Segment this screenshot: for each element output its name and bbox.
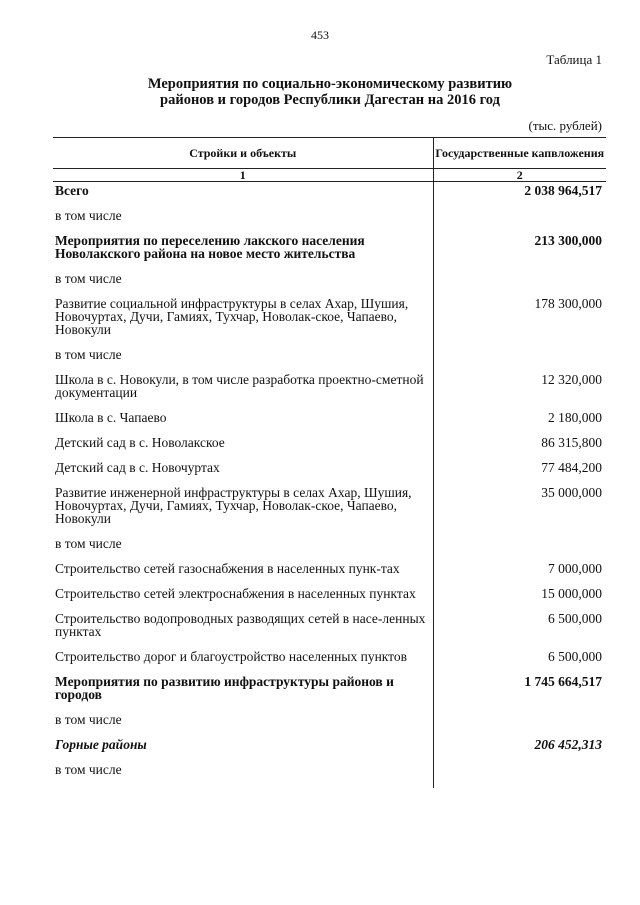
row-name: Всего [55, 183, 89, 198]
table-row [53, 486, 606, 537]
units-label: (тыс. рублей) [528, 118, 602, 133]
table-row [53, 675, 606, 713]
table-row [53, 411, 606, 436]
row-value: 6 500,000 [433, 650, 606, 675]
row-name: Развитие социальной инфраструктуры в селах Ахар, Шушия, Новочуртах, Дучи, Гамиях, Тухчар, Новолак-ское, Чапаево, Новокули [55, 296, 409, 337]
table-row [53, 436, 606, 461]
table-row [53, 348, 606, 373]
row-value: 2 180,000 [433, 411, 606, 436]
investment-table [53, 137, 606, 788]
row-value: 77 484,200 [433, 461, 606, 486]
row-value [433, 537, 606, 562]
row-name: Строительство дорог и благоустройство населенных пунктов [55, 649, 408, 664]
row-value: 178 300,000 [433, 297, 606, 348]
table-row [53, 562, 606, 587]
row-value [433, 763, 606, 788]
row-name: в том числе [55, 271, 122, 286]
title-line-1: Мероприятия по социально-экономическому развитию [147, 76, 513, 92]
row-name: Строительство сетей электроснабжения в населенных пунктах [55, 586, 416, 601]
document-title [80, 76, 580, 108]
header-investments: Государственные капвложения [433, 138, 606, 169]
table-row [53, 713, 606, 738]
row-name: в том числе [55, 536, 122, 551]
column-number-2: 2 [433, 169, 606, 182]
row-name: Развитие инженерной инфраструктуры в селах Ахар, Шушия, Новочуртах, Дучи, Гамиях, Тухчар, Новолак-ское, Чапаево, Новокули [55, 485, 412, 526]
row-name: в том числе [55, 762, 122, 777]
row-name: Детский сад в с. Новолакское [55, 435, 225, 450]
row-name: в том числе [55, 208, 122, 223]
row-value: 213 300,000 [433, 234, 606, 272]
table-row [53, 537, 606, 562]
table-row [53, 461, 606, 486]
row-value: 206 452,313 [433, 738, 606, 763]
row-name: в том числе [55, 712, 122, 727]
row-value [433, 713, 606, 738]
page-number: 453 [311, 28, 329, 42]
row-name: Школа в с. Чапаево [55, 410, 167, 425]
row-value [433, 348, 606, 373]
row-value: 2 038 964,517 [433, 182, 606, 210]
row-name: в том числе [55, 347, 122, 362]
table-row [53, 650, 606, 675]
table-label: Таблица 1 [546, 52, 602, 67]
row-value: 1 745 664,517 [433, 675, 606, 713]
row-value: 12 320,000 [433, 373, 606, 411]
table-row [53, 612, 606, 650]
table-row [53, 209, 606, 234]
table-row [53, 234, 606, 272]
row-value [433, 209, 606, 234]
row-name: Школа в с. Новокули, в том числе разработка проектно-сметной документации [55, 372, 424, 400]
row-name: Детский сад в с. Новочуртах [55, 460, 220, 475]
row-value: 15 000,000 [433, 587, 606, 612]
table-row [53, 738, 606, 763]
row-value: 35 000,000 [433, 486, 606, 537]
header-objects: Стройки и объекты [53, 138, 433, 169]
row-name: Мероприятия по развитию инфраструктуры районов и городов [55, 674, 394, 702]
row-value: 6 500,000 [433, 612, 606, 650]
table-row [53, 587, 606, 612]
row-value: 86 315,800 [433, 436, 606, 461]
row-name: Мероприятия по переселению лакского населения Новолакского района на новое место жительства [55, 233, 365, 261]
row-name: Горные районы [55, 737, 147, 752]
table-row [53, 763, 606, 788]
row-value: 7 000,000 [433, 562, 606, 587]
row-name: Строительство сетей газоснабжения в населенных пунк-тах [55, 561, 400, 576]
row-value [433, 272, 606, 297]
table-body [53, 182, 606, 789]
table-row [53, 297, 606, 348]
table-row [53, 272, 606, 297]
title-line-2: районов и городов Республики Дагестан на 2016 год [160, 92, 500, 108]
row-name: Строительство водопроводных разводящих сетей в насе-ленных пунктах [55, 611, 426, 639]
table-row [53, 182, 606, 210]
column-number-1: 1 [53, 169, 433, 182]
table-row [53, 373, 606, 411]
